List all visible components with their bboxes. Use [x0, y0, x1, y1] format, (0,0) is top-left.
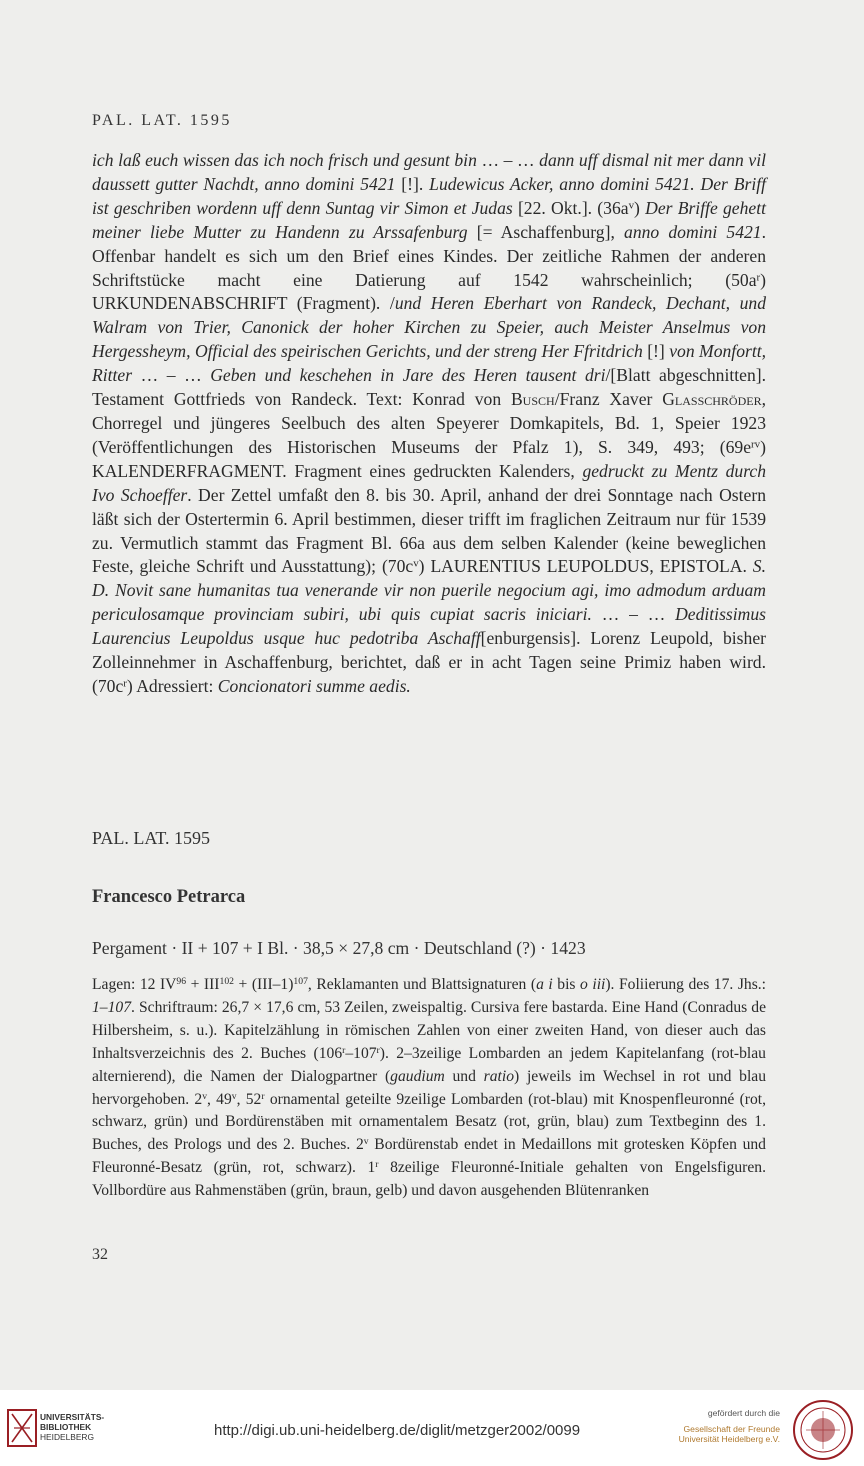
description-paragraph: Lagen: 12 $IV^{96} + III^{102} + (III-1)^{107}$, Reklamanten und Blattsignaturen (a i bis o iii). Foliierung des 17. Jhs.: 1–107. Schriftraum: 26,7 × 17,6 cm, 53 Zeilen, zweispaltig. Cursiva fere bastarda. Eine Hand (Conradus de Hilbersheim, s. u.). Kapitelzählung in römischen Zahlen von einer zweiten Hand, von dieser auch das Inhaltsverzeichnis des 2. Buches (106$^r$–107$^r$). 2–3zeilige Lombarden an jedem Kapitelanfang (rot-blau alternierend), die Namen der Dialogpartner (gaudium und ratio) jeweils im Wechsel in rot und blau hervorgehoben. 2$^v$, 49$^v$, 52$^r$ ornamental geteilte 9zeilige Lombarden (rot-blau) mit Knospenfleuronné (rot, schwarz, grün) und Bordürenstäben mit ornamentalem Besatz (rot, grün, blau) zum Textbeginn des 1. Buches, des Prologs und des 2. Buches. 2$^v$ Bordürenstab endet in Medaillons mit grotesken Köpfen und Fleuronné-Besatz (grün, rot, schwarz). 1$^r$ 8zeilige Fleuronné-Initiale gehalten von Engelsfiguren. Vollbordüre aus Rahmenstäben (grün, braun, gelb) und davon ausgehenden Blütenranken	[92, 976, 767, 1200]
running-head: PAL. LAT. 1595	[92, 112, 232, 129]
footer-bar	[0, 1390, 864, 1466]
university-seal-icon	[792, 1399, 854, 1461]
section-heading: PAL. LAT. 1595	[92, 828, 211, 848]
description-block-2	[92, 974, 766, 1203]
library-name-line: UNIVERSITÄTS-	[40, 1412, 105, 1422]
manuscript-summary: Pergament · II + 107 + I Bl. · 38,5 × 27,8 cm · Deutschland (?) · 1423	[92, 938, 586, 958]
work-title: Francesco Petrarca	[92, 887, 246, 907]
library-name-line: BIBLIOTHEK	[40, 1422, 92, 1432]
description-block-1	[92, 149, 766, 699]
source-url-link[interactable]: http://digi.ub.uni-heidelberg.de/diglit/metzger2002/0099	[214, 1422, 581, 1439]
library-name-line: HEIDELBERG	[40, 1432, 94, 1442]
sponsor-line: Gesellschaft der Freunde	[683, 1423, 780, 1434]
sponsor-text	[662, 1408, 780, 1445]
description-paragraph: ich laß euch wissen das ich noch frisch und gesunt bin … – … dann uff dismal nit mer dann vil daussett gutter Nachdt, anno domini 5421 [!]. Ludewicus Acker, anno domini 5421. Der Briff ist geschriben wordenn uff denn Suntag vir Simon et Judas [22. Okt.]. $(36a^v)$ Der Briffe gehett meiner liebe Mutter zu Handenn zu Arssafenburg [= Aschaffenburg], anno domini 5421. Offenbar handelt es sich um den Brief eines Kindes. Der zeitliche Rahmen der anderen Schriftstücke macht eine Datierung auf 1542 wahrscheinlich; $(50a^r)$ URKUNDENABSCHRIFT (Fragment). /und Heren Eberhart von Randeck, Dechant, und Walram von Trier, Canonick der hoher Kirchen zu Speier, auch Meister Anselmus von Hergessheym, Official des speirischen Gerichts, und der streng Her Ffritdrich [!] von Monfortt, Ritter … – … Geben und keschehen in Jare des Heren tausent dri/[Blatt abgeschnitten]. Testament Gottfrieds von Randeck. Text: Konrad von Busch/Franz Xaver Glasschröder, Chorregel und jüngeres Seelbuch des alten Speyerer Domkapitels, Bd. 1, Speier 1923 (Veröffentlichungen des Historischen Museums der Pfalz 1), S. 349, 493; $(69e^{rv})$ KALENDERFRAGMENT. Fragment eines gedruckten Kalenders, gedruckt zu Mentz durch Ivo Schoeffer. Der Zettel umfaßt den 8. bis 30. April, anhand der drei Sonntage nach Ostern läßt sich der Ostertermin 6. April bestimmen, dieser trifft im fraglichen Zeitraum nur für 1539 zu. Vermutlich stammt das Fragment Bl. 66a aus dem selben Kalender (keine beweglichen Feste, gleiche Schrift und Ausstattung); $(70c^v)$ LAURENTIUS LEUPOLDUS, EPISTOLA. S. D. Novit sane humanitas tua venerande vir non puerile negocium agi, imo admodum arduam periculosamque provinciam subiri, ubi quis cupiat sacris iniciari. … – … Deditissimus Laurencius Leupoldus usque huc pedotriba Aschaff[enburgensis]. Lorenz Leupold, bisher Zolleinnehmer in Aschaffenburg, berichtet, daß er in acht Tagen seine Primiz haben wird. $(70c^r)$ Adressiert: Concionatori summe aedis.	[92, 150, 767, 696]
sponsor-line: Universität Heidelberg e.V.	[678, 1434, 780, 1444]
library-name	[40, 1412, 104, 1442]
page-number: 32	[92, 1246, 108, 1263]
sponsor-pre: gefördert durch die	[707, 1408, 780, 1418]
